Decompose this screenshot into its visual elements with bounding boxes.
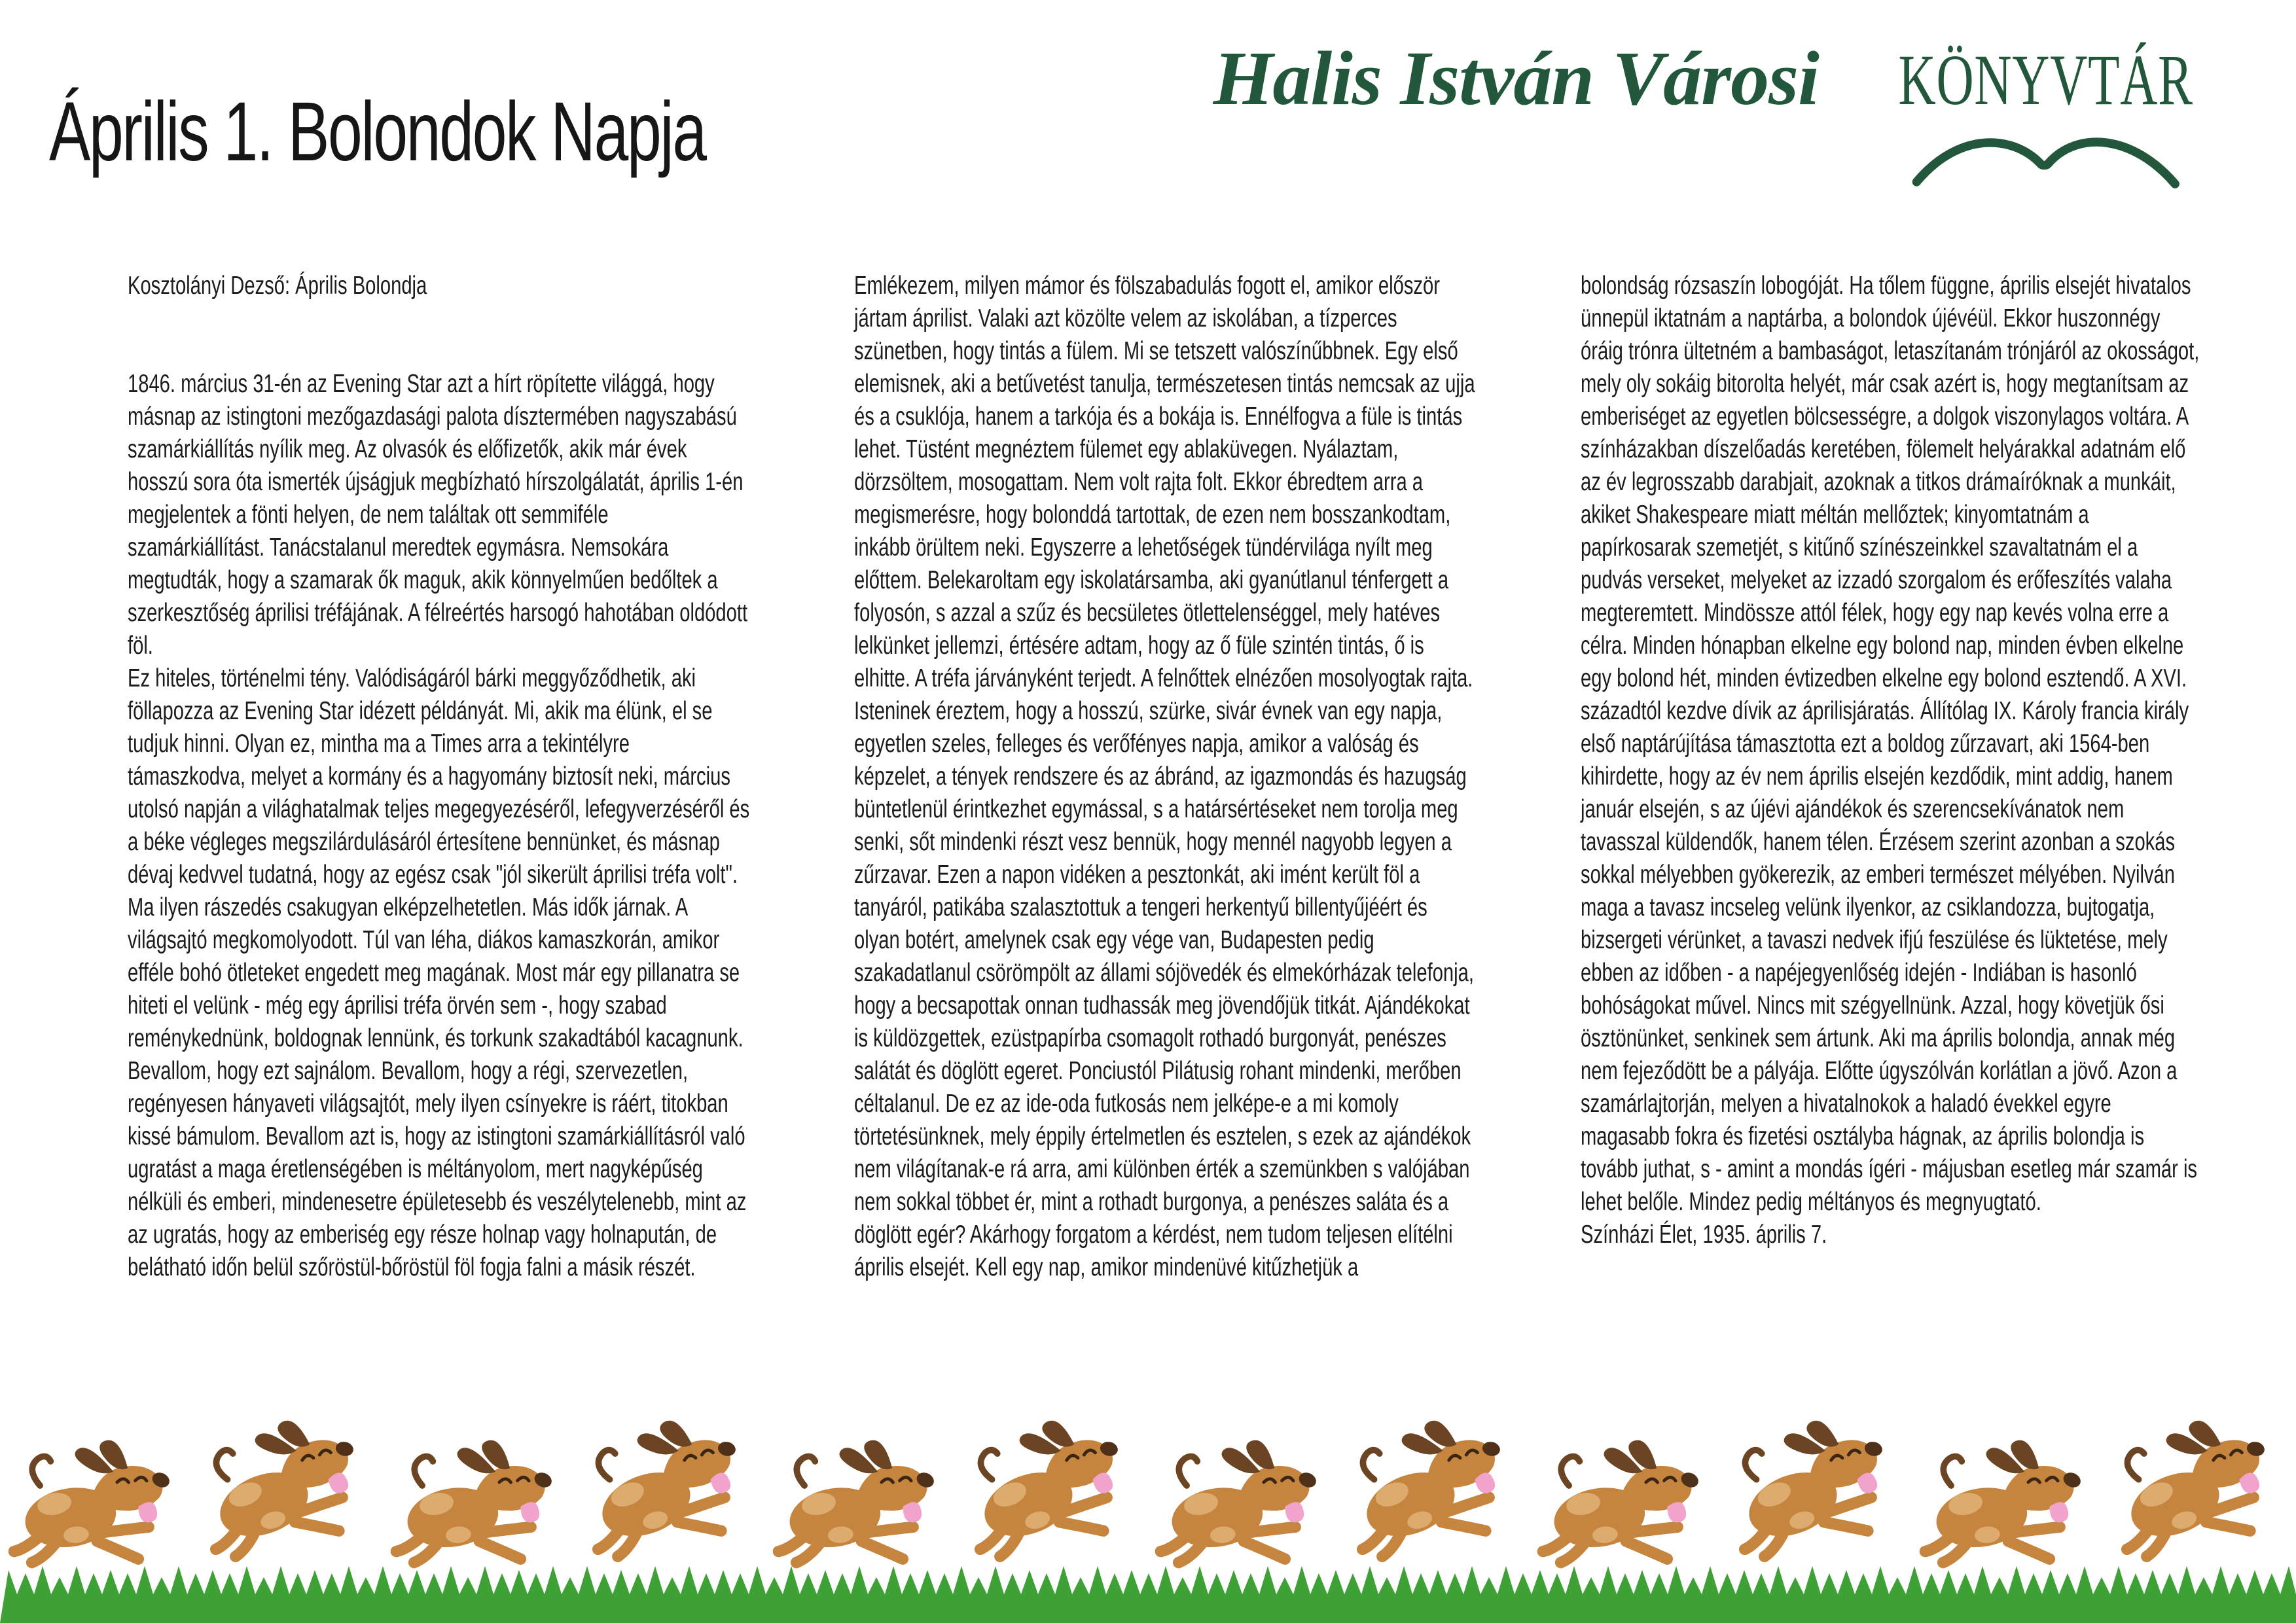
text-column-1: [128, 270, 750, 1284]
dog-tail: [598, 1450, 617, 1480]
dog-tail: [412, 1455, 433, 1486]
library-logo-caps-block: [1841, 39, 2250, 196]
running-dog-illustration: [198, 1411, 376, 1571]
text-column-2: [854, 270, 1477, 1284]
paragraph: Ez hiteles, történelmi tény. Valódiságáról bárki meggyőződhetik, aki föllapozza az Evening Star idézett példányát. Mi, akik ma élünk, el se tudjuk hinni. Olyan ez, mintha ma a Times arra a tekintélyre támaszkodva, melyet a kormány és a hagyomány biztosít neki, március utolsó napján a világhatalmak teljes megegyezéséről, lefegyverzéséről és a béke végleges megszilárdulásáról értesítene bennünket, és másnap dévaj kedvvel tudatná, hogy az egész csak "jól sikerült áprilisi tréfa volt".: [128, 664, 750, 889]
running-dogs-row: [0, 1428, 2296, 1575]
library-logo-caps-text: KÖNYVTÁR: [1898, 40, 2193, 120]
dog-tail: [1362, 1450, 1382, 1480]
library-logo-script-text: Halis István Városi: [1213, 35, 1819, 121]
text-column-3: [1581, 270, 2203, 1251]
paragraph: 1846. március 31-én az Evening Star azt a hírt röpítette világgá, hogy másnap az istingtoni mezőgazdasági palota dísztermében nagyszabású szamárkiállítás nyílik meg. Az olvasók és előfizetők, akik már évek hosszú sora óta ismerték újságjuk megbízható hírszolgálatát, április 1-én megjelentek a fönti helyen, de nem találtak ott semmiféle szamárkiállítást. Tanácstalanul meredtek egymásra. Nemsokára megtudták, hogy a szamarak ők maguk, akik könnyelműen bedőltek a szerkesztőség áprilisi tréfájának. A félreértés harsogó hahotában oldódott föl.: [128, 370, 748, 660]
running-dog-illustration: [963, 1411, 1140, 1571]
running-dog-illustration: [2109, 1411, 2287, 1571]
paragraph: Emlékezem, milyen mámor és fölszabadulás fogott el, amikor először jártam áprilist. Valaki azt közölte velem az iskolában, a tízperces szünetben, hogy tintás a fülem. Mi se tetszett valószínűbbnek. Egy első elemisnek, aki a betűvetést tanulja, természetesen tintás nemcsak az ujja és a csuklója, hanem a tarkója és a bokája is. Ennélfogva a füle is tintás lehet. Tüstént megnéztem fülemet egy ablaküvegen. Nyálaztam, dörzsöltem, mosogattam. Nem volt rajta folt. Ekkor ébredtem arra a megismerésre, hogy bolonddá tartottak, de ezen nem bosszankodtam, inkább örültem neki. Egyszerre a lehetőségek tündérvilága nyílt meg előttem. Belekaroltam egy iskolatársamba, aki gyanútlanul ténfergett a folyosón, s azzal a szűz és becsületes ötlettelenséggel, mely hatéves lelkünket jellemzi, értésére adtam, hogy az ő füle szintén tintás, ő is elhitte. A tréfa járványként terjedt. A felnőttek elnézően mosolyogtak rajta. Isteninek éreztem, hogy a hosszú, szürke, sivár évnek van egy napja, egyetlen szeles, felleges és verőfényes napja, amikor a valóság és képzelet, a tények rendszere és az ábránd, az igazmondás és hazugság büntetlenül érintkezhet egymással, s a határsértéseket nem torolja meg senki, sőt mindenki részt vesz bennük, hogy mennél nagyobb legyen a zűrzavar. Ezen a napon vidéken a pesztonkát, aki imént került föl a tanyáról, patikába szalasztottuk a tengeri herkentyű billentyűjéért és olyan botért, amelynek csak egy vége van, Budapesten pedig szakadatlanul csörömpölt az állami sójövedék és elmekórházak telefonja, hogy a becsapottak onnan tudhassák meg jövendőjük titkát. Ajándékokat is küldözgettek, ezüstpapírba csomagolt rothadó burgonyát, penészes salátát és döglött egeret. Ponciustól Pilátusig rohant mindenki, merőben céltalanul. De ez az ide-oda futkosás nem jelképe-e a mi komoly törtetésünknek, mely éppily értelmetlen és esztelen, s ezek az ajándékok nem világítanak-e rá arra, ami különben érték a szemünkben s valójában nem sokkal többet ér, mint a rothadt burgonya, a penészes saláta és a döglött egér? Akárhogy forgatom a kérdést, nem tudom teljesen elítélni április elsejét. Kell egy nap, amikor mindenüvé kitűzhetjük a: [854, 272, 1475, 1281]
page-title: Április 1. Bolondok Napja: [49, 84, 706, 179]
dog-tail: [30, 1455, 51, 1486]
library-logo: [1213, 34, 2250, 196]
paragraph: bolondság rózsaszín lobogóját. Ha tőlem függne, április elsejét hivatalos ünnepül iktatnám a naptárba, a bolondok újévéül. Ekkor huszonnégy óráig trónra ültetném a bambaságot, letaszítanám trónjáról az okosságot, mely oly sokáig bitorolta helyét, már csak azért is, hogy megtanítsam az emberiséget az egyetlen bölcsességre, a dolgok viszonylagos voltára. A színházakban díszelőadás keretében, fölemelt helyárakkal adatnám elő az év legrosszabb darabjait, azoknak a titkos drámaíróknak a munkáit, akiket Shakespeare miatt méltán mellőztek; kinyomtatnám a papírkosarak szemetjét, s kitűnő színészeinkkel szavaltatnám el a pudvás verseket, melyeket az izzadó szorgalom és erőfeszítés valaha megteremtett. Mindössze attól félek, hogy egy nap kevés volna erre a célra. Minden hónapban elkelne egy bolond nap, minden évben elkelne egy bolond hét, minden évtizedben elkelne egy bolond esztendő. A XVI. századtól kezdve dívik az áprilisjáratás. Állítólag IX. Károly francia király első naptárújítása támasztotta ezt a boldog zűrzavart, aki 1564-ben kihirdette, hogy az év nem április elsején kezdődik, mint addig, hanem január elsején, s az újévi ajándékok és szerencsekívánatok nem tavasszal küldendők, hanem télen. Érzésem szerint azonban a szokás sokkal mélyebben gyökerezik, az emberi természet mélyében. Nyilván maga a tavasz incseleg velünk ilyenkor, az csiklandozza, bujtogatja, bizsergeti vérünket, a tavaszi nedvek ifjú feszülése és lüktetése, mely ebben az időben - a napéjegyenlőség idején - Indiában is hasonló bohóságokat művel. Nincs mit szégyellnünk. Azzal, hogy követjük ősi ösztönünket, senkinek sem ártunk. Aki ma április bolondja, annak még nem fejeződött be a pályája. Előtte úgyszólván korlátlan a jövő. Azon a szamárlajtorján, melyen a hivatalnokok a haladó évekkel egyre magasabb fokra és fizetési osztályba hágnak, az április bolondja is tovább juthat, s - amint a mondás ígéri - májusban esetleg már szamár is lehet belőle. Mindez pedig méltányos és megnyugtató.: [1581, 272, 2200, 1216]
dog-tail: [795, 1455, 816, 1486]
dog-tail: [1177, 1455, 1198, 1486]
grass-border: [0, 1563, 2296, 1623]
running-dog-illustration: [1727, 1411, 1905, 1571]
dog-tail: [1744, 1450, 1764, 1480]
dog-tail: [980, 1450, 999, 1480]
paragraph: Ma ilyen rászedés csakugyan elképzelhetetlen. Más idők járnak. A világsajtó megkomolyodott. Túl van léha, diákos kamaszkorán, amikor efféle bohó ötleteket engedett meg magának. Most már egy pillanatra se hiteti el velünk - még egy áprilisi tréfa örvén sem -, hogy szabad reménykednünk, boldognak lennünk, és torkunk szakadtából kacagnunk. Bevallom, hogy ezt sajnálom. Bevallom, hogy a régi, szervezetlen, regényesen hányaveti világsajtót, mely ilyen csínyekre is ráért, titokban kissé bámulom. Bevallom azt is, hogy az istingtoni szamárkiállításról való ugratást a maga éretlenségében is méltányolom, mert nagyképűség nélküli és emberi, mindenesetre épületesebb és veszélytelenebb, mint az az ugratás, hogy az emberiség egy része holnap vagy holnapután, de belátható időn belül szőröstül-bőröstül föl fogja falni a másik részét.: [128, 893, 747, 1281]
dog-tail: [1559, 1455, 1580, 1486]
running-dog-illustration: [1345, 1411, 1522, 1571]
dog-tail: [2126, 1450, 2146, 1480]
decorative-footer: [0, 1406, 2296, 1623]
dog-tail: [1941, 1455, 1962, 1486]
open-book-icon: [1882, 119, 2209, 196]
dog-tail: [215, 1450, 235, 1480]
paragraph: Színházi Élet, 1935. április 7.: [1581, 1221, 1827, 1249]
article-byline: Kosztolányi Dezső: Április Bolondja: [128, 272, 427, 300]
running-dog-illustration: [581, 1411, 758, 1571]
